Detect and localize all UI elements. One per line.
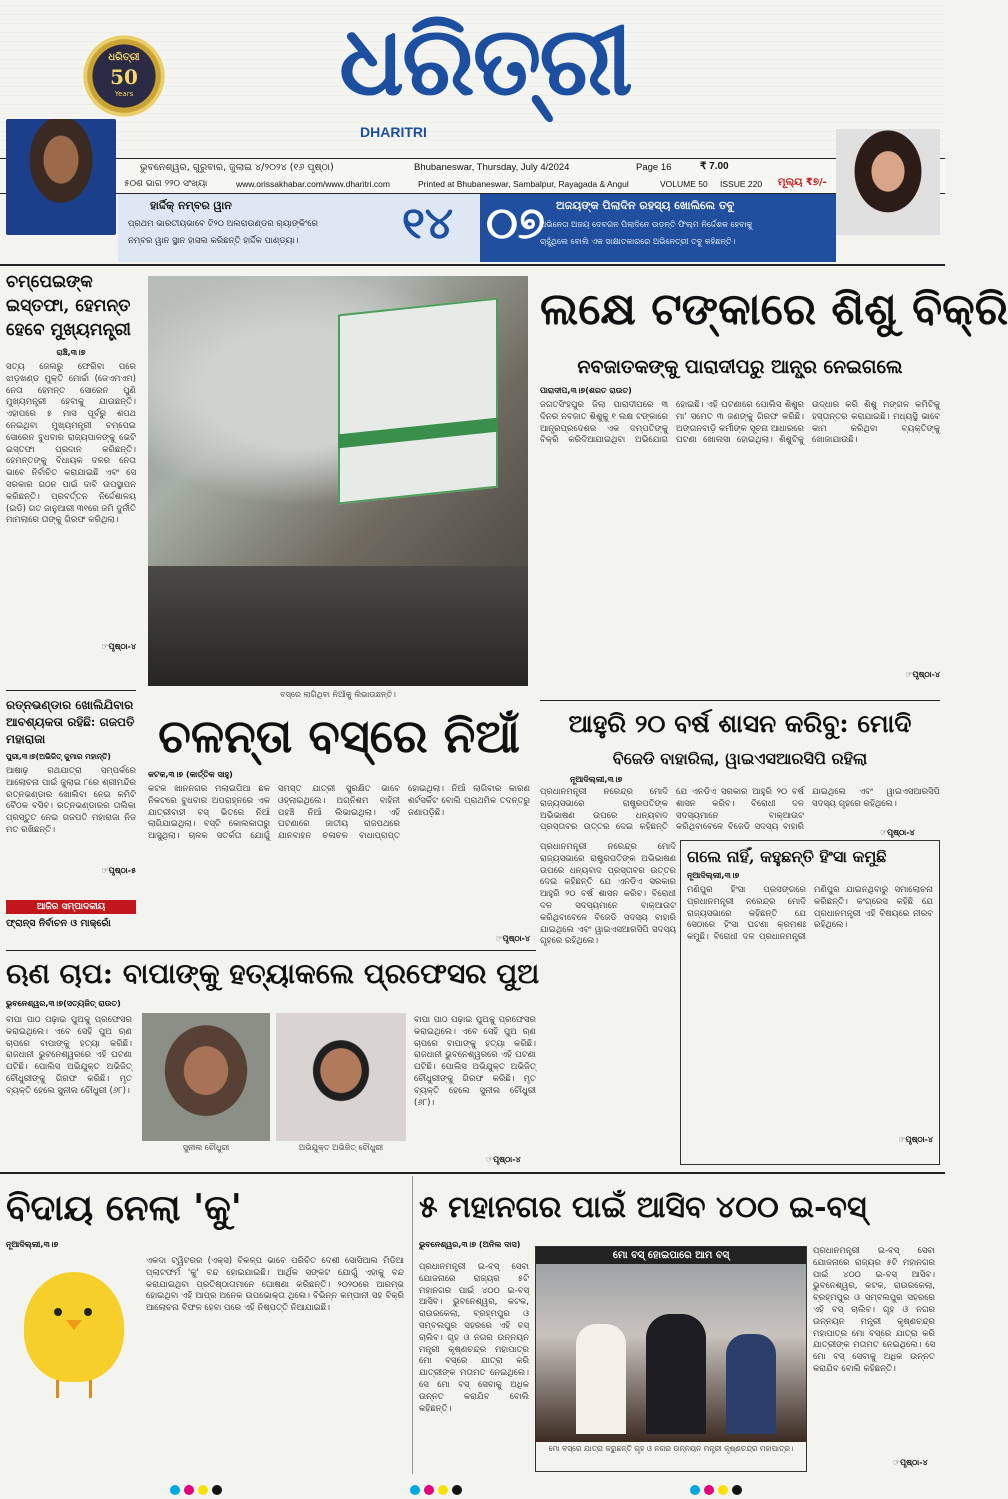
body-ebus: ପ୍ରଧାନମନ୍ତ୍ରୀ ଇ-ବସ୍ ସେବା ଯୋଜନାରେ ରାଜ୍ୟର ୫ଟି ମହାନଗର ପାଇଁ ୪୦୦ ଇ-ବସ୍ ଆସିବ। ଭୁବନେଶ୍ୱର, କଟକ, ରାଉରକେଲା, ବ୍ରହ୍ମପୁର ଓ ସମ୍ବଲପୁର ସହରରେ ଏହି ବସ୍ ଚାଲିବ। ଗୃହ ଓ ନଗର ଉନ୍ନୟନ ମନ୍ତ୍ରୀ କୃଷ୍ଣଚନ୍ଦ୍ର ମହାପାତ୍ର ମୋ ବସ୍‌ରେ ଯାତ୍ରା କରି ଯାତ୍ରୀଙ୍କ ମତାମତ ନେଇଥିଲେ। ସେ ମୋ ବସ୍ ସେବାକୁ ଅଧିକ ଉନ୍ନତ କରାଯିବ ବୋଲି କହିଛନ୍ତି। bbox=[419, 1262, 529, 1414]
body-modi-cont: ପ୍ରଧାନମନ୍ତ୍ରୀ ନରେନ୍ଦ୍ର ମୋଦି ରାଜ୍ୟସଭାରେ ରାଷ୍ଟ୍ରପତିଙ୍କ ଅଭିଭାଷଣ ଉପରେ ଧନ୍ୟବାଦ ପ୍ରସ୍ତାବର ଉତ୍ତର ଦେଇ କହିଛନ୍ତି ଯେ ଏନଡିଏ ସରକାର ଆହୁରି ୨୦ ବର୍ଷ ଶାସନ କରିବ। ବିରୋଧୀ ଦଳ ସଦସ୍ୟମାନେ ବାକ୍‌ଆଉଟ କରିଥିବାବେଳେ ବିଜେଡି ସଦସ୍ୟ ବାହାରି ଯାଇଥିଲେ ଏବଂ ୱାଇଏସଆରସିପି ସଦସ୍ୟ ଗୃହରେ ରହିଥିଲେ। bbox=[540, 842, 676, 947]
ebus-photo-figure bbox=[576, 1324, 626, 1434]
fold-divider bbox=[0, 1172, 945, 1174]
promo-left-head: ହାର୍ଦ୍ଦିକ୍ ନମ୍ବର ୱାନ bbox=[150, 199, 232, 212]
dateline-ratna: ପୁରୀ,୩।୭(ଅଭିଜିତ୍ କୁମାର ମହାନ୍ତି) bbox=[6, 752, 111, 761]
dateline-manipur: ନୂଆଦିଲ୍ଲୀ,୩।୭ bbox=[687, 871, 740, 880]
story-ebus bbox=[412, 1176, 940, 1474]
masthead-title: ଧରିତ୍ରୀ bbox=[339, 4, 631, 117]
ebus-box bbox=[535, 1246, 807, 1472]
reg-mark-2 bbox=[410, 1480, 466, 1499]
ebus-photo-figure-2 bbox=[646, 1314, 706, 1434]
anniversary-years: Years bbox=[114, 90, 134, 98]
headline-koo[interactable]: ବିଦାୟ ନେଲା 'କୁ' bbox=[6, 1187, 242, 1229]
jump-modi[interactable]: ☞ପୃଷ୍ଠା-୪ bbox=[880, 828, 915, 837]
editorial-label: ଆଜିର ସମ୍ପାଦକୀୟ bbox=[6, 900, 136, 914]
jump-manipur[interactable]: ☞ପୃଷ୍ଠା-୪ bbox=[898, 1135, 933, 1144]
reg-mark-1 bbox=[170, 1480, 226, 1499]
jump-child[interactable]: ☞ପୃଷ୍ଠା-୪ bbox=[905, 670, 940, 679]
body-professor: ବାପା ପାଠ ପଢ଼ାଇ ପୁଅକୁ ପ୍ରଫେସର କରାଇଥିଲେ। ଏବେ ସେହି ପୁଅ ଋଣ ଚାପରେ ବାପାଙ୍କୁ ହତ୍ୟା କରିଛି। ରାଜଧାନୀ ଭୁବନେଶ୍ୱରରେ ଏହି ଘଟଣା ଘଟିଛି। ପୋଲିସ ଅଭିଯୁକ୍ତ ଅଭିଜିତ୍ ଚୌଧୁରୀଙ୍କୁ ଗିରଫ କରିଛି। ମୃତ ବ୍ୟକ୍ତି ହେଲେ ସୁନୀଲ ଚୌଧୁରୀ (୬୮)। bbox=[6, 1015, 132, 1096]
dateline-bar bbox=[0, 158, 945, 194]
promo-left-line1: ପ୍ରଥମ ଭାରତୀୟଭାବେ ଟି୨୦ ଅଲରାଉଣ୍ଡର ର‌୍ୟାଙ୍କିଂରେ bbox=[128, 219, 318, 229]
story-manipur bbox=[680, 840, 940, 1165]
jump-bus[interactable]: ☞ପୃଷ୍ଠା-୪ bbox=[495, 934, 530, 943]
headline-champai[interactable]: ଚମ୍ପେଇଙ୍କ ଇସ୍ତଫା, ହେମନ୍ତ ହେବେ ମୁଖ୍ୟମନ୍ତ୍ରୀ bbox=[6, 272, 131, 340]
photo-abhijit bbox=[276, 1013, 406, 1141]
bus-fire-photo bbox=[148, 276, 528, 686]
jump-professor[interactable]: ☞ପୃଷ୍ଠା-୪ bbox=[486, 1155, 521, 1164]
ebus-box-label: ମୋ ବସ୍ ହୋଇପାରେ ଆମ ବସ୍ bbox=[536, 1247, 806, 1264]
dateline-koo: ନୂଆଦିଲ୍ଲୀ,୩।୭ bbox=[6, 1240, 59, 1249]
story-modi bbox=[540, 700, 940, 840]
jump-ratna[interactable]: ☞ପୃଷ୍ଠା-୫ bbox=[101, 866, 136, 875]
story-child bbox=[540, 270, 1008, 692]
body-ebus-2: ପ୍ରଧାନମନ୍ତ୍ରୀ ଇ-ବସ୍ ସେବା ଯୋଜନାରେ ରାଜ୍ୟର ୫ଟି ମହାନଗର ପାଇଁ ୪୦୦ ଇ-ବସ୍ ଆସିବ। ଭୁବନେଶ୍ୱର, କଟକ, ରାଉରକେଲା, ବ୍ରହ୍ମପୁର ଓ ସମ୍ବଲପୁର ସହରରେ ଏହି ବସ୍ ଚାଲିବ। ଗୃହ ଓ ନଗର ଉନ୍ନୟନ ମନ୍ତ୍ରୀ କୃଷ୍ଣଚନ୍ଦ୍ର ମହାପାତ୍ର ମୋ ବସ୍‌ରେ ଯାତ୍ରା କରି ଯାତ୍ରୀଙ୍କ ମତାମତ ନେଇଥିଲେ। ସେ ମୋ ବସ୍ ସେବାକୁ ଅଧିକ ଉନ୍ନତ କରାଯିବ ବୋଲି କହିଛନ୍ତି। bbox=[813, 1246, 935, 1374]
promo-strip bbox=[118, 194, 836, 262]
reg-mark-3 bbox=[690, 1480, 746, 1499]
headline-modi[interactable]: ଆହୁରି ୨୦ ବର୍ଷ ଶାସନ କରିବୁ: ମୋଦି bbox=[568, 709, 912, 738]
registration-marks bbox=[0, 1478, 945, 1492]
jump-ebus[interactable]: ☞ପୃଷ୍ଠା-୪ bbox=[893, 1458, 928, 1467]
price-odia: ମୂଲ୍ୟ ₹୭/- bbox=[778, 177, 827, 188]
editorial-title: ଫ୍ରାନ୍ସ ନିର୍ବାଚନ ଓ ମାକ୍ରୋଁ bbox=[6, 918, 111, 929]
headline-bus[interactable]: ଚଳନ୍ତା ବସ୍‌ରେ ନିଆଁ bbox=[158, 709, 520, 763]
promo-right-head: ଅଜୟଙ୍କ ପିଲାଦିନ ରହସ୍ୟ ଖୋଲିଲେ ତବୁ bbox=[556, 199, 735, 212]
story-champai bbox=[6, 270, 136, 680]
dateline-odia: ଭୁବନେଶ୍ୱର, ଗୁରୁବାର, ଜୁଲାଇ ୪/୨୦୨୪ (୧୬ ପୃଷ୍ଠା) bbox=[140, 162, 334, 173]
dateline-child: ପାରାଦୀପ,୩।୭(ଶରତ ରାଉତ) bbox=[540, 386, 632, 395]
subhead-modi: ବିଜେଡି ବାହାରିଲା, ୱାଇଏସଆରସିପି ରହିଲା bbox=[612, 749, 868, 768]
story-koo bbox=[6, 1176, 404, 1474]
issue-en: ISSUE 220 bbox=[720, 179, 763, 189]
dateline-en: Bhubaneswar, Thursday, July 4/2024 bbox=[414, 162, 570, 173]
dateline-modi: ନୂଆଦିଲ୍ଲୀ,୩।୭ bbox=[570, 775, 623, 784]
dateline-champai: ରାଞ୍ଚି,୩।୭ bbox=[56, 348, 86, 357]
volume-en: VOLUME 50 bbox=[660, 179, 708, 189]
promo-right-line2: ଚାହୁଁଥିଲେ ବୋଲି ଏକ ସାକ୍ଷାତକାରରେ ଅଭିନେତ୍ରୀ ତବୁ କହିଛନ୍ତି। bbox=[540, 237, 736, 246]
promo-right-line1: ଅଭିନେତା ଅଜୟ ଦେବଗନ ପିଲାଦିନେ ଉଡ଼ନ୍ତି ଫିଲ୍ମ ନିର୍ଦ୍ଦେଶକ ହେବାକୁ bbox=[540, 220, 753, 229]
subhead-child: ନବଜାତକଙ୍କୁ ପାରାଦୀପରୁ ଆନ୍ଧ୍ର ନେଇଗଲେ bbox=[577, 356, 903, 378]
bus-body bbox=[338, 298, 498, 505]
page-number: Page 16 bbox=[636, 162, 672, 173]
masthead bbox=[0, 0, 945, 158]
body-professor-2: ବାପା ପାଠ ପଢ଼ାଇ ପୁଅକୁ ପ୍ରଫେସର କରାଇଥିଲେ। ଏବେ ସେହି ପୁଅ ଋଣ ଚାପରେ ବାପାଙ୍କୁ ହତ୍ୟା କରିଛି। ରାଜଧାନୀ ଭୁବନେଶ୍ୱରରେ ଏହି ଘଟଣା ଘଟିଛି। ପୋଲିସ ଅଭିଯୁକ୍ତ ଅଭିଜିତ୍ ଚୌଧୁରୀଙ୍କୁ ଗିରଫ କରିଛି। ମୃତ ବ୍ୟକ୍ତି ହେଲେ ସୁନୀଲ ଚୌଧୁରୀ (୬୮)। bbox=[414, 1015, 536, 1108]
headline-ratna[interactable]: ରତ୍ନଭଣ୍ଡାର ଖୋଲିଯିବାର ଆବଶ୍ୟକତା ରହିଛି: ଗଜପତି ମହାରାଜା bbox=[6, 698, 135, 746]
body-koo: ଏକଦା ଟ୍ୱିଟରର (ଏକ୍ସ) ବିକଳ୍ପ ଭାବେ ପରିଚିତ ଦେଶୀ ସୋସିଆଲ ମିଡିଆ ପ୍ଲାଟଫର୍ମ 'କୁ' ବନ୍ଦ ହୋଇଯାଇଛି। ଆର୍ଥିକ ସଙ୍କଟ ଯୋଗୁଁ ଏହାକୁ ବନ୍ଦ କରାଯାଇଥିବା ପ୍ରତିଷ୍ଠାତାମାନେ ଘୋଷଣା କରିଛନ୍ତି। ୨୦୨୦ରେ ଆରମ୍ଭ ହୋଇଥିବା ଏହି ଆପ୍‌ର ଅନେକ ଉପଭୋକ୍ତା ଥିଲେ। ବିଭିନ୍ନ କମ୍ପାନୀ ସହ ବିକ୍ରି ଆଲୋଚନା ବିଫଳ ହେବା ପରେ ଏହି ନିଷ୍ପତ୍ତି ନିଆଯାଇଛି। bbox=[146, 1256, 404, 1314]
anniversary-badge bbox=[78, 30, 170, 122]
body-bus: କଟକ ଖାନନଗର ମଲାଇପିଆ ଛକ ନିକଟରେ ବୁଧବାର ଅପରାହ୍ନରେ ଏକ ଯାତ୍ରୀବାହୀ ବସ୍ ଭିତରେ ନିଆଁ ଲାଗିଯାଇଥିଲା। ବସ୍‌ଟି କୋଲକାତାରୁ ଆସୁଥିଲା। ଚାଳକ ସତର୍କତା ଯୋଗୁଁ ସମସ୍ତ ଯାତ୍ରୀ ସୁରକ୍ଷିତ ଭାବେ ଓହ୍ଲାଇଥିଲେ। ଅଗ୍ନିଶମ ବାହିନୀ ପହଞ୍ଚି ନିଆଁ ଲିଭାଇଥିଲା। ଏହି ଘଟଣାରେ ଜାତୀୟ ରାଜପଥରେ ଯାନବାହନ ଚଳାଚଳ ବାଧାପ୍ରାପ୍ତ ହୋଇଥିଲା। ନିଆଁ ଲାଗିବାର କାରଣ ଶର୍ଟସର୍କିଟ ବୋଲି ପ୍ରାଥମିକ ତଦନ୍ତରୁ ଜଣାପଡ଼ିଛି। bbox=[148, 784, 530, 842]
body-ratna: ଆଷାଢ଼ ରଥଯାତ୍ରା ସମ୍ପର୍କରେ ଆଲୋଚନା ପାଇଁ ଜୁଲାଇ ୮ରେ ଶ୍ରୀମନ୍ଦିର ରତ୍ନଭଣ୍ଡାର ଖୋଲିବା ନେଇ କମିଟି ବୈଠକ ବସିବ। ରତ୍ନଭଣ୍ଡାରର ତାଲିକା ପ୍ରସ୍ତୁତ ନେଇ ଗଜପତି ମହାରାଜା ନିଜ ମତ ରଖିଛନ୍ତି। bbox=[6, 766, 136, 835]
headline-child[interactable]: ଲକ୍ଷେ ଟଙ୍କାରେ ଶିଶୁ ବିକ୍ରି bbox=[540, 284, 1008, 335]
printed-at: Printed at Bhubaneswar, Sambalpur, Rayagada & Angul bbox=[418, 179, 629, 189]
masthead-title-en: DHARITRI bbox=[360, 124, 427, 140]
ebus-photo bbox=[536, 1264, 806, 1442]
photo-sunil bbox=[142, 1013, 270, 1141]
ebus-caption: ମୋ ବସ୍‌ରେ ଯାତ୍ରା କରୁଛନ୍ତି ଗୃହ ଓ ନଗର ଉନ୍ନୟନ ମନ୍ତ୍ରୀ କୃଷ୍ଣଚନ୍ଦ୍ର ମହାପାତ୍ର। bbox=[548, 1444, 794, 1453]
story-bus bbox=[148, 704, 530, 956]
ebus-photo-figure-3 bbox=[726, 1334, 776, 1434]
volume-odia: ୫୦ଶ ଭାଗ ୨୨୦ ସଂଖ୍ୟା bbox=[124, 179, 208, 189]
promo-left-page[interactable]: ୧୪ bbox=[402, 198, 454, 249]
headline-manipur[interactable]: ଗଲେ ନାହିଁ, କହୁଛନ୍ତି ହିଂସା କମୁଛି bbox=[687, 847, 887, 866]
person-photo-left bbox=[6, 119, 116, 235]
promo-right-panel bbox=[480, 194, 836, 262]
headline-ebus[interactable]: ୫ ମହାନଗର ପାଇଁ ଆସିବ ୪୦୦ ଇ-ବସ୍ bbox=[419, 1190, 867, 1225]
anniversary-number: 50 bbox=[110, 65, 138, 89]
masthead-divider bbox=[0, 264, 945, 266]
dateline-bus: କଟକ,୩।୭ (କାର୍ତ୍ତିକ ସାହୁ) bbox=[148, 770, 233, 779]
story-ratna bbox=[6, 690, 136, 900]
crowd bbox=[148, 566, 528, 686]
caption-abhijit: ଅଭିଯୁକ୍ତ ଅଭିଜିତ୍ ଚୌଧୁରୀ bbox=[298, 1143, 384, 1152]
promo-left-line2: ନମ୍ବର ୱାନ ସ୍ଥାନ ହାସଲ କରିଛନ୍ତି ହାର୍ଦ୍ଦିକ ପାଣ୍ଡ୍ୟା। bbox=[128, 236, 299, 246]
editorial-box[interactable] bbox=[6, 900, 136, 934]
dateline-professor: ଭୁବନେଶ୍ୱର,୩।୭(ସତ୍ୟଜିତ୍ ରାଉତ) bbox=[6, 999, 121, 1008]
caption-bus: ବସ୍‌ରେ ଲାଗିଥିବା ନିଆଁକୁ ଲିଭାଉଛନ୍ତି। bbox=[280, 690, 396, 699]
body-child: ଜଗତସିଂହପୁର ଜିଲା ପାରାଦୀପରେ ୩ ଦିନର ନବଜାତ ଶିଶୁକୁ ୧ ଲକ୍ଷ ଟଙ୍କାରେ ଆନ୍ଧ୍ରପ୍ରଦେଶର ଏକ ଦମ୍ପତିଙ୍କୁ ବିକ୍ରି କରିଦିଆଯାଇଥିବା ଅଭିଯୋଗ ହୋଇଛି। ଏହି ଘଟଣାରେ ପୋଲିସ ଶିଶୁର ମା' ସମେତ ୩ ଜଣଙ୍କୁ ଗିରଫ କରିଛି। ଅଙ୍ଗନବାଡ଼ି କର୍ମୀଙ୍କ ସୂଚନା ଆଧାରରେ ଘଟଣା ଖୋଲସା ହୋଇଥିଲା। ଶିଶୁଟିକୁ ଉଦ୍ଧାର କରି ଶିଶୁ ମଙ୍ଗଳ କମିଟିକୁ ହସ୍ତାନ୍ତର କରାଯାଇଛି। ମଧ୍ୟସ୍ଥି ଭାବେ କାମ କରିଥିବା ବ୍ୟକ୍ତିଙ୍କୁ ଖୋଜାଯାଉଛି। bbox=[540, 400, 940, 446]
story-professor bbox=[6, 950, 540, 1168]
price: ₹ 7.00 bbox=[700, 161, 729, 172]
websites: www.orissakhabar.com/www.dharitri.com bbox=[236, 179, 390, 189]
dateline-ebus: ଭୁବନେଶ୍ୱର,୩।୭ (ଅନିଲ ଦାସ) bbox=[419, 1240, 521, 1249]
promo-right-page[interactable]: ୦୭ bbox=[486, 198, 545, 249]
body-modi: ପ୍ରଧାନମନ୍ତ୍ରୀ ନରେନ୍ଦ୍ର ମୋଦି ରାଜ୍ୟସଭାରେ ରାଷ୍ଟ୍ରପତିଙ୍କ ଅଭିଭାଷଣ ଉପରେ ଧନ୍ୟବାଦ ପ୍ରସ୍ତାବର ଉତ୍ତର ଦେଇ କହିଛନ୍ତି ଯେ ଏନଡିଏ ସରକାର ଆହୁରି ୨୦ ବର୍ଷ ଶାସନ କରିବ। ବିରୋଧୀ ଦଳ ସଦସ୍ୟମାନେ ବାକ୍‌ଆଉଟ କରିଥିବାବେଳେ ବିଜେଡି ସଦସ୍ୟ ବାହାରି ଯାଇଥିଲେ ଏବଂ ୱାଇଏସଆରସିପି ସଦସ୍ୟ ଗୃହରେ ରହିଥିଲେ। bbox=[540, 787, 940, 833]
anniversary-title: ଧରିତ୍ରୀ bbox=[108, 52, 140, 63]
body-manipur: ମଣିପୁର ହିଂସା ପ୍ରସଙ୍ଗରେ ପ୍ରଧାନମନ୍ତ୍ରୀ ନରେନ୍ଦ୍ର ମୋଦି ରାଜ୍ୟସଭାରେ କହିଛନ୍ତି ଯେ ସେଠାରେ ହିଂସା ଘଟଣା କ୍ରମଶଃ କମୁଛି। ବିରୋଧୀ ଦଳ ପ୍ରଧାନମନ୍ତ୍ରୀ ମଣିପୁର ଯାଇନଥିବାରୁ ସମାଲୋଚନା କରିଛନ୍ତି। କଂଗ୍ରେସ କହିଛି ଯେ ପ୍ରଧାନମନ୍ତ୍ରୀ ଏହି ବିଷୟରେ ନୀରବ ରହିଥିଲେ। bbox=[687, 885, 933, 943]
body-champai: ସତ୍ୟ ଜେଲରୁ ଫେରିବା ପରେ ଝାଡ଼ଖଣ୍ଡ ମୁକ୍ତି ମୋର୍ଚ୍ଚା (ଜେଏମଏମ) ନେତା ହେମନ୍ତ ସୋରେନ ପୁଣି ମୁଖ୍ୟମନ୍ତ୍ରୀ ହେବାକୁ ଯାଉଛନ୍ତି। ଏହାପରେ ୫ ମାସ ପୂର୍ବରୁ ଶପଥ ନେଇଥିବା ମୁଖ୍ୟମନ୍ତ୍ରୀ ଚମ୍ପେଇ ସୋରେନ ବୁଧବାର ରାଜ୍ୟପାଳଙ୍କୁ ଭେଟି ଇସ୍ତଫା ପ୍ରଦାନ କରିଛନ୍ତି। ହେମନ୍ତଙ୍କୁ ବିଧାୟକ ଦଳର ନେତା ଭାବେ ନିର୍ବାଚିତ କରାଯାଇଛି ଏବଂ ସେ ସରକାର ଗଠନ ପାଇଁ ଦାବି ଉପସ୍ଥାପନ କରିଛନ୍ତି। ପ୍ରବର୍ତ୍ତନ ନିର୍ଦ୍ଦେଶାଳୟ (ଇଡି) ଗତ ଜାନୁଆରୀ ୩୧ରେ ଜମି ଦୁର୍ନୀତି ମାମଲାରେ ତାଙ୍କୁ ଗିରଫ କରିଥିଲା। bbox=[6, 362, 136, 526]
headline-professor[interactable]: ଋଣ ଚାପ: ବାପାଙ୍କୁ ହତ୍ୟାକଲେ ପ୍ରଫେସର ପୁଅ bbox=[6, 957, 540, 990]
jump-champai[interactable]: ☞ପୃଷ୍ଠା-୪ bbox=[101, 642, 136, 651]
person-photo-right bbox=[836, 129, 940, 235]
caption-sunil: ସୁନୀଲ ଚୌଧୁରୀ bbox=[182, 1143, 230, 1152]
